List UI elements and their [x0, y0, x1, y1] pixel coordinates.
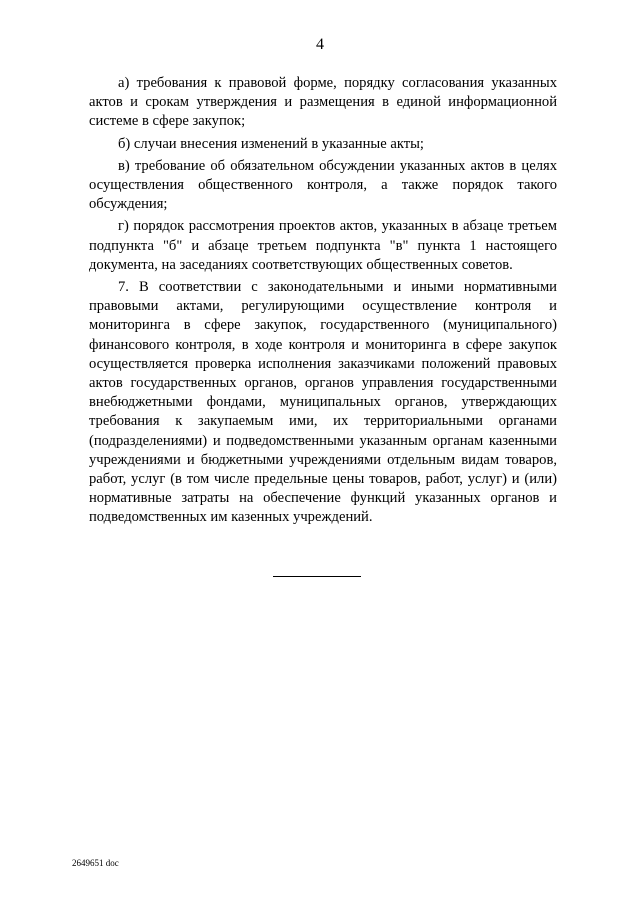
paragraph-b: б) случаи внесения изменений в указанные акты;: [118, 135, 424, 152]
end-divider: [273, 576, 361, 577]
page-number: 4: [316, 36, 324, 53]
document-code: 2649651 doc: [72, 858, 119, 868]
paragraph-v: в) требование об обязательном обсуждении указанных актов в целях осуществления общественного контроля, а также порядок такого обсуждения;: [89, 157, 557, 213]
paragraph-g: г) порядок рассмотрения проектов актов, указанных в абзаце третьем подпункта "б" и абзаце третьем подпункта "в" пункта 1 настоящего документа, на заседаниях соответствующих общественных советов.: [89, 218, 557, 273]
paragraph-7: 7. В соответствии с законодательными и иными нормативными правовыми актами, регулирующими осуществление контроля и мониторинга в сфере закупок, государственного (муниципального) финансового контроля, в ходе контроля и мониторинга в сфере закупок осуществляется проверка исполнения заказчиками положений правовых актов государственных органов, органов управления государственными внебюджетными фондами, муниципальных органов, утверждающих требования к закупаемым ими, их территориальными органами (подразделениями) и подведомственными указанным органам казенными учреждениями и бюджетными учреждениями отдельным видам товаров, работ, услуг (в том числе предельные цены товаров, работ, услуг) и (или) нормативные затраты на обеспечение функций указанных органов и подведомственных им казенных учреждений.: [89, 279, 557, 526]
paragraph-a: а) требования к правовой форме, порядку согласования указанных актов и срокам утверждения и размещения в единой информационной системе в сфере закупок;: [89, 75, 557, 130]
document-body: [89, 74, 557, 528]
